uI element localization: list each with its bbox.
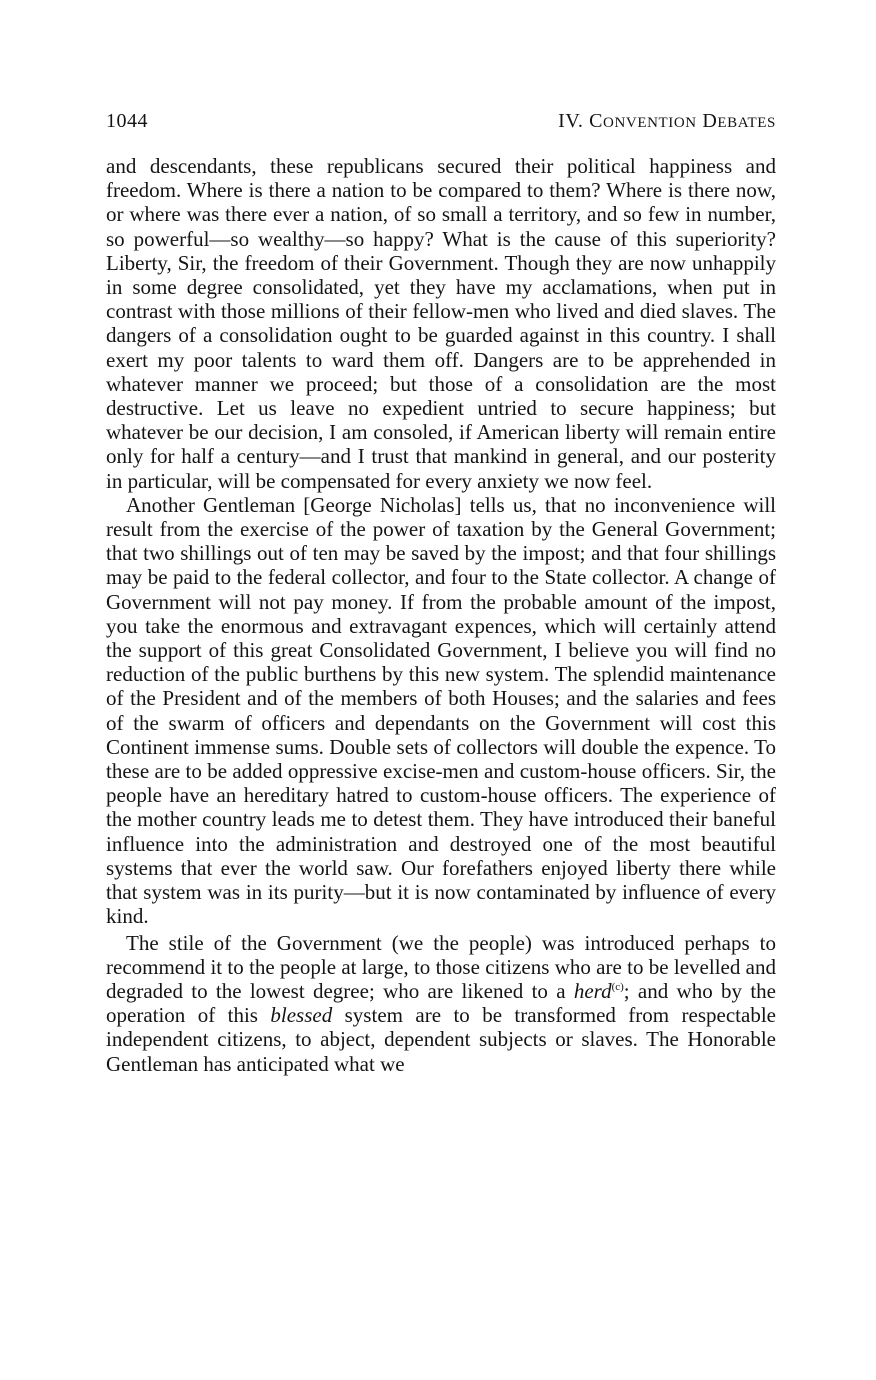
italic-herd: herd [573, 978, 612, 1003]
section-title [558, 110, 776, 133]
page-number: 1044 [106, 110, 148, 132]
italic-blessed: blessed [270, 1003, 333, 1028]
running-head [106, 110, 776, 154]
paragraph-continuation: and descendants, these republicans secured their political happiness and freedom. Where is there a nation to be compared to them? Where is there now, or where was there ever a nation, of so small a territory, and so few in number, so powerful—so wealthy—so happy? What is the cause of this superiority? Liberty, Sir, the freedom of their Government. Though they are now unhappily in some degree consolidated, yet they have my acclamations, when put in contrast with those millions of their fellow-men who lived and died slaves. The dangers of a consolidation ought to be guarded against in this country. I shall exert my poor talents to ward them off. Dangers are to be apprehended in whatever manner we proceed; but those of a consolidation are the most destructive. Let us leave no expedient untried to secure happiness; but whatever be our decision, I am consoled, if American liberty will remain entire only for half a century—and I trust that mankind in general, and our posterity in particular, will be compensated for every anxiety we now feel. [106, 154, 776, 493]
paragraph-segment: The stile of the Government (we the people) was introduced perhaps to recommend it to the people at large, to those citizens who are to be levelled and degraded to the lowest degree; who are likened to a [106, 930, 776, 1003]
document-page [106, 110, 776, 1076]
paragraph-stile-of-government [106, 931, 776, 1076]
section-title-word2-first: D [696, 110, 718, 132]
section-title-word1-rest: ONVENTION [603, 115, 697, 131]
footnote-marker: (c) [611, 980, 624, 993]
paragraph-segment: ; and who by the operation of this [106, 978, 776, 1028]
body-text [106, 154, 776, 1076]
section-title-prefix: IV. C [558, 110, 604, 132]
section-title-word2-rest: EBATES [717, 115, 776, 131]
paragraph-taxation: Another Gentleman [George Nicholas] tells us, that no inconvenience will result from the exercise of the power of taxation by the General Government; that two shillings out of ten may be saved by the impost; and that four shillings may be paid to the federal collector, and four to the State collector. A change of Government will not pay money. If from the probable amount of the impost, you take the enormous and extravagant expences, which will certainly attend the support of this great Consolidated Government, I believe you will find no reduction of the public burthens by this new system. The splendid maintenance of the President and of the members of both Houses; and the salaries and fees of the swarm of officers and dependants on the Government will cost this Continent immense sums. Double sets of collectors will double the expence. To these are to be added oppressive excise-men and custom-house officers. Sir, the people have an hereditary hatred to custom-house officers. The experience of the mother country leads me to detest them. They have introduced their baneful influence into the administration and destroyed one of the most beautiful systems that ever the world saw. Our forefathers enjoyed liberty there while that system was in its purity—but it is now contaminated by influence of every kind. [106, 492, 776, 929]
paragraph-segment: system are to be transformed from respectable independent citizens, to abject, dependent subjects or slaves. The Honorable Gentleman has anticipated what we [106, 1003, 776, 1076]
